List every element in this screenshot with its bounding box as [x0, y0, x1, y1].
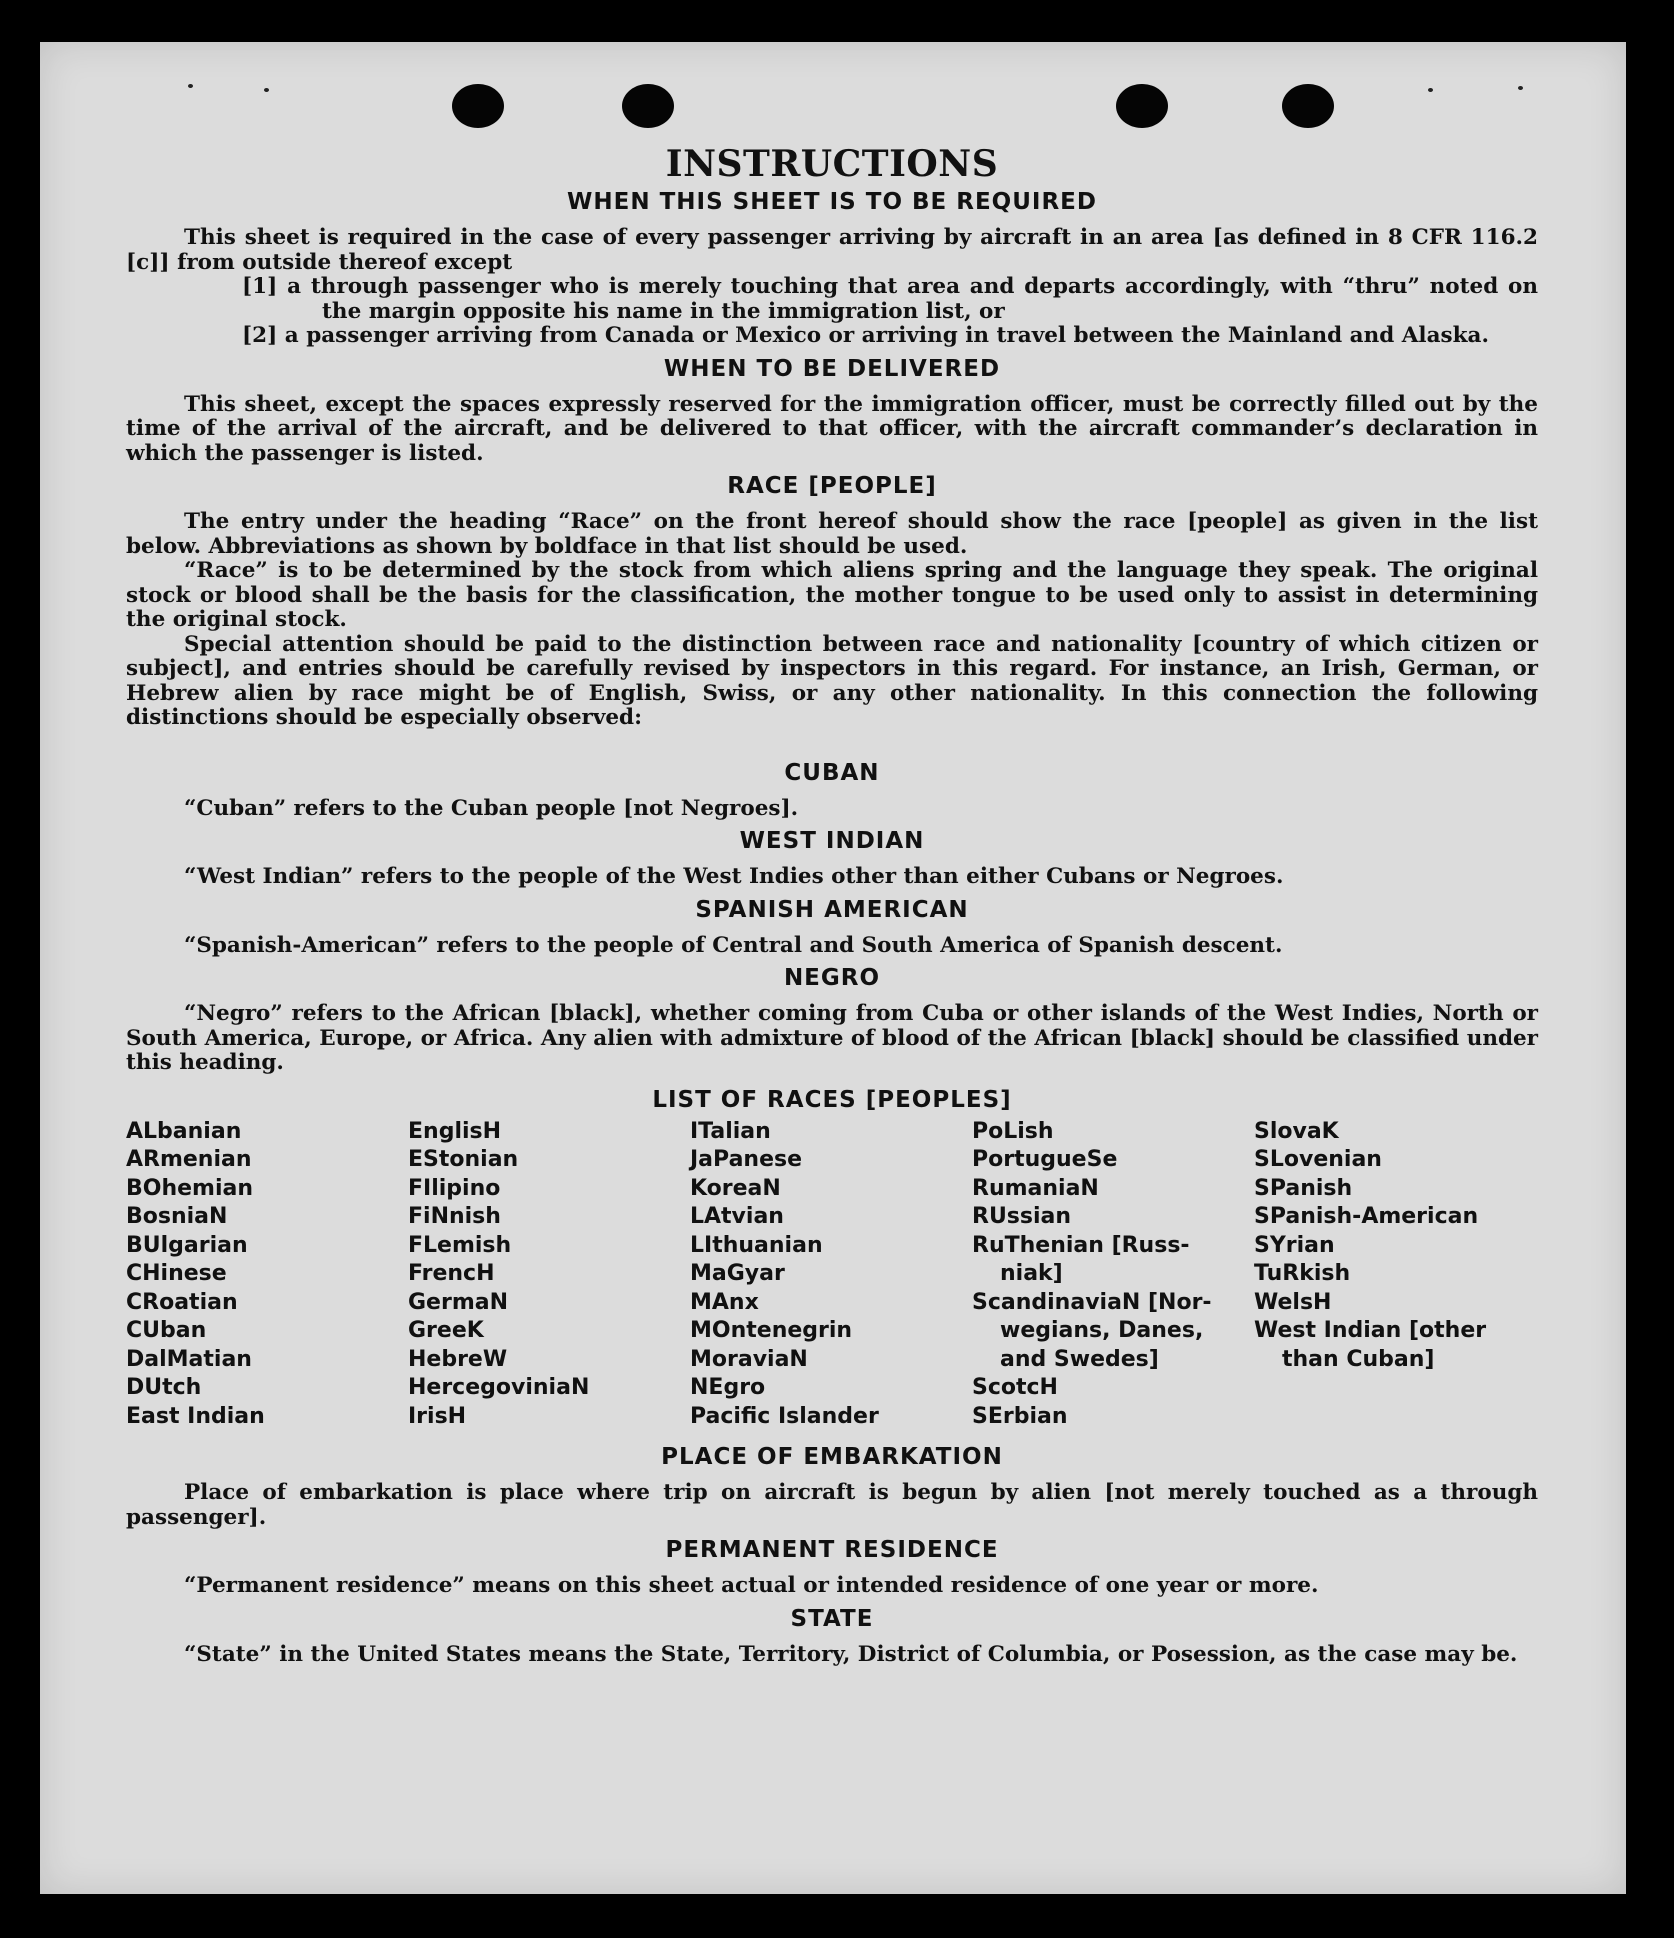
- delivered-text: This sheet, except the spaces expressly reserved for the immigration officer, must be correctly filled out by the time of the arrival of the aircraft, and be delivered to that officer, with the aircraft commander’s declaration in which the passenger is listed.: [126, 391, 1538, 466]
- heading-delivered: WHEN TO BE DELIVERED: [663, 355, 1001, 382]
- race-list-item: CRoatian: [126, 1289, 238, 1315]
- race-list-item: EnglisH: [408, 1118, 502, 1144]
- race-list-item: CHinese: [126, 1261, 227, 1286]
- heading-spanish-american: SPANISH AMERICAN: [695, 896, 969, 923]
- race-list-item: West Indian [other: [1254, 1318, 1487, 1343]
- races-column-5: [1254, 1118, 1538, 1432]
- race-list-item: FLemish: [408, 1232, 512, 1258]
- race-list-item: KoreaN: [690, 1175, 781, 1201]
- race-paragraph-1: The entry under the heading “Race” on the front hereof should show the race [people] as given in the list below. Abbreviations as shown by boldface in that list should be used.: [126, 509, 1538, 559]
- heading-embarkation: PLACE OF EMBARKATION: [661, 1444, 1003, 1470]
- embarkation-text: Place of embarkation is place where trip on aircraft is begun by alien [not merely touched as a through passenger].: [126, 1480, 1538, 1530]
- race-list-item: PortugueSe: [972, 1147, 1118, 1172]
- race-list-item: FiNnish: [408, 1204, 501, 1229]
- race-list-item: BOhemian: [126, 1175, 254, 1201]
- heading-residence: PERMANENT RESIDENCE: [665, 1537, 999, 1563]
- races-column-4: [972, 1118, 1254, 1432]
- race-list-item: GermaN: [408, 1289, 509, 1315]
- negro-text: “Negro” refers to the African [black], whether coming from Cuba or other islands of the West Indies, North or South America, Europe, or Africa. Any alien with admixture of blood of the African [black] should be classified under this heading.: [126, 1001, 1538, 1075]
- race-list-item: RUssian: [972, 1204, 1072, 1229]
- heading-west-indian: WEST INDIAN: [739, 828, 925, 854]
- race-list-item: GreeK: [408, 1318, 484, 1343]
- race-list-item: ARmenian: [126, 1147, 252, 1172]
- race-list-item: wegians, Danes,: [1000, 1318, 1204, 1343]
- race-list-item: SYrian: [1254, 1232, 1335, 1258]
- race-list-item: MoraviaN: [690, 1346, 808, 1372]
- race-list-item: HebreW: [408, 1346, 508, 1372]
- race-list-item: SlovaK: [1254, 1118, 1339, 1144]
- race-list-item: CUban: [126, 1318, 207, 1343]
- races-column-1: [126, 1118, 408, 1432]
- race-list-item: and Swedes]: [1000, 1346, 1159, 1372]
- race-list-item: TuRkish: [1254, 1261, 1351, 1286]
- race-list-item: HercegoviniaN: [408, 1375, 590, 1400]
- race-list-item: ITalian: [690, 1118, 771, 1144]
- race-list-item: SErbian: [972, 1403, 1068, 1429]
- speck: [1428, 88, 1433, 92]
- race-list-item: East Indian: [126, 1403, 265, 1429]
- required-item-1: [1] a through passenger who is merely touching that area and departs accordingly, with “thru” noted on the margin opposite his name in the immigration list, or: [242, 274, 1538, 324]
- speck: [188, 84, 193, 88]
- race-list-item: niak]: [1000, 1261, 1063, 1286]
- speck: [264, 88, 269, 92]
- race-list-item: SPanish: [1254, 1175, 1353, 1201]
- required-item-2: [2] a passenger arriving from Canada or Mexico or arriving in travel between the Mainland and Alaska.: [242, 323, 1489, 348]
- race-paragraph-2: “Race” is to be determined by the stock from which aliens spring and the language they speak. The original stock or blood shall be the basis for the classification, the mother tongue to be used only to assist in determining the original stock.: [126, 558, 1538, 632]
- required-intro: This sheet is required in the case of every passenger arriving by aircraft in an area [as defined in 8 CFR 116.2 [c]] from outside thereof except: [126, 225, 1538, 275]
- heading-race: RACE [PEOPLE]: [727, 473, 937, 499]
- race-list-item: PoLish: [972, 1118, 1054, 1144]
- punch-hole: [1282, 84, 1334, 128]
- race-list-item: RuThenian [Russ-: [972, 1232, 1190, 1258]
- race-list-item: MAnx: [690, 1289, 759, 1315]
- speck: [1518, 86, 1523, 90]
- race-list-item: JaPanese: [690, 1147, 803, 1172]
- races-column-3: [690, 1118, 972, 1432]
- race-list-item: EStonian: [408, 1147, 519, 1172]
- cuban-text: “Cuban” refers to the Cuban people [not Negroes].: [184, 795, 799, 821]
- race-list-item: DUtch: [126, 1375, 202, 1400]
- race-list-item: SPanish-American: [1254, 1204, 1479, 1229]
- race-list-item: ScandinaviaN [Nor-: [972, 1289, 1212, 1315]
- heading-list-of-races: LIST OF RACES [PEOPLES]: [652, 1086, 1012, 1113]
- races-list: [126, 1118, 1538, 1432]
- race-list-item: BosniaN: [126, 1204, 228, 1229]
- race-list-item: FIlipino: [408, 1175, 501, 1201]
- race-list-item: IrisH: [408, 1403, 467, 1429]
- races-column-2: [408, 1118, 690, 1432]
- race-list-item: Pacific Islander: [690, 1403, 879, 1429]
- residence-text: “Permanent residence” means on this sheet actual or intended residence of one year or more.: [184, 1573, 1319, 1598]
- heading-cuban: CUBAN: [784, 759, 880, 786]
- race-list-item: LAtvian: [690, 1204, 784, 1229]
- race-list-item: ScotcH: [972, 1375, 1058, 1400]
- race-paragraph-3: Special attention should be paid to the distinction between race and nationality [country of which citizen or subject], and entries should be carefully revised by inspectors in this regard. For instance, an Irish, German, or Hebrew alien by race might be of English, Swiss, or any other nationality. In this connection the following distinctions should be especially observed:: [126, 631, 1538, 730]
- race-list-item: LIthuanian: [690, 1232, 823, 1258]
- punch-hole: [1116, 84, 1168, 128]
- state-text: “State” in the United States means the State, Territory, District of Columbia, or Posession, as the case may be.: [184, 1641, 1518, 1667]
- heading-required: WHEN THIS SHEET IS TO BE REQUIRED: [567, 189, 1097, 215]
- heading-state: STATE: [790, 1605, 874, 1632]
- race-list-item: MOntenegrin: [690, 1318, 853, 1343]
- race-list-item: FrencH: [408, 1261, 495, 1286]
- race-list-item: SLovenian: [1254, 1147, 1382, 1172]
- race-list-item: WelsH: [1254, 1289, 1332, 1315]
- race-list-item: than Cuban]: [1282, 1346, 1435, 1372]
- instructions-content: [126, 142, 1538, 1667]
- race-list-item: MaGyar: [690, 1261, 785, 1286]
- race-list-item: NEgro: [690, 1375, 766, 1400]
- page-title: INSTRUCTIONS: [665, 143, 999, 185]
- race-list-item: DalMatian: [126, 1346, 252, 1372]
- punch-hole: [622, 84, 674, 128]
- spanish-american-text: “Spanish-American” refers to the people of Central and South America of Spanish descent.: [184, 932, 1283, 958]
- race-list-item: BUlgarian: [126, 1232, 248, 1258]
- race-list-item: RumaniaN: [972, 1175, 1099, 1201]
- heading-negro: NEGRO: [783, 965, 881, 991]
- race-list-item: ALbanian: [126, 1118, 242, 1144]
- punch-hole: [452, 84, 504, 128]
- document-sheet: [40, 42, 1626, 1894]
- west-indian-text: “West Indian” refers to the people of the West Indies other than either Cubans or Negroes.: [184, 864, 1284, 889]
